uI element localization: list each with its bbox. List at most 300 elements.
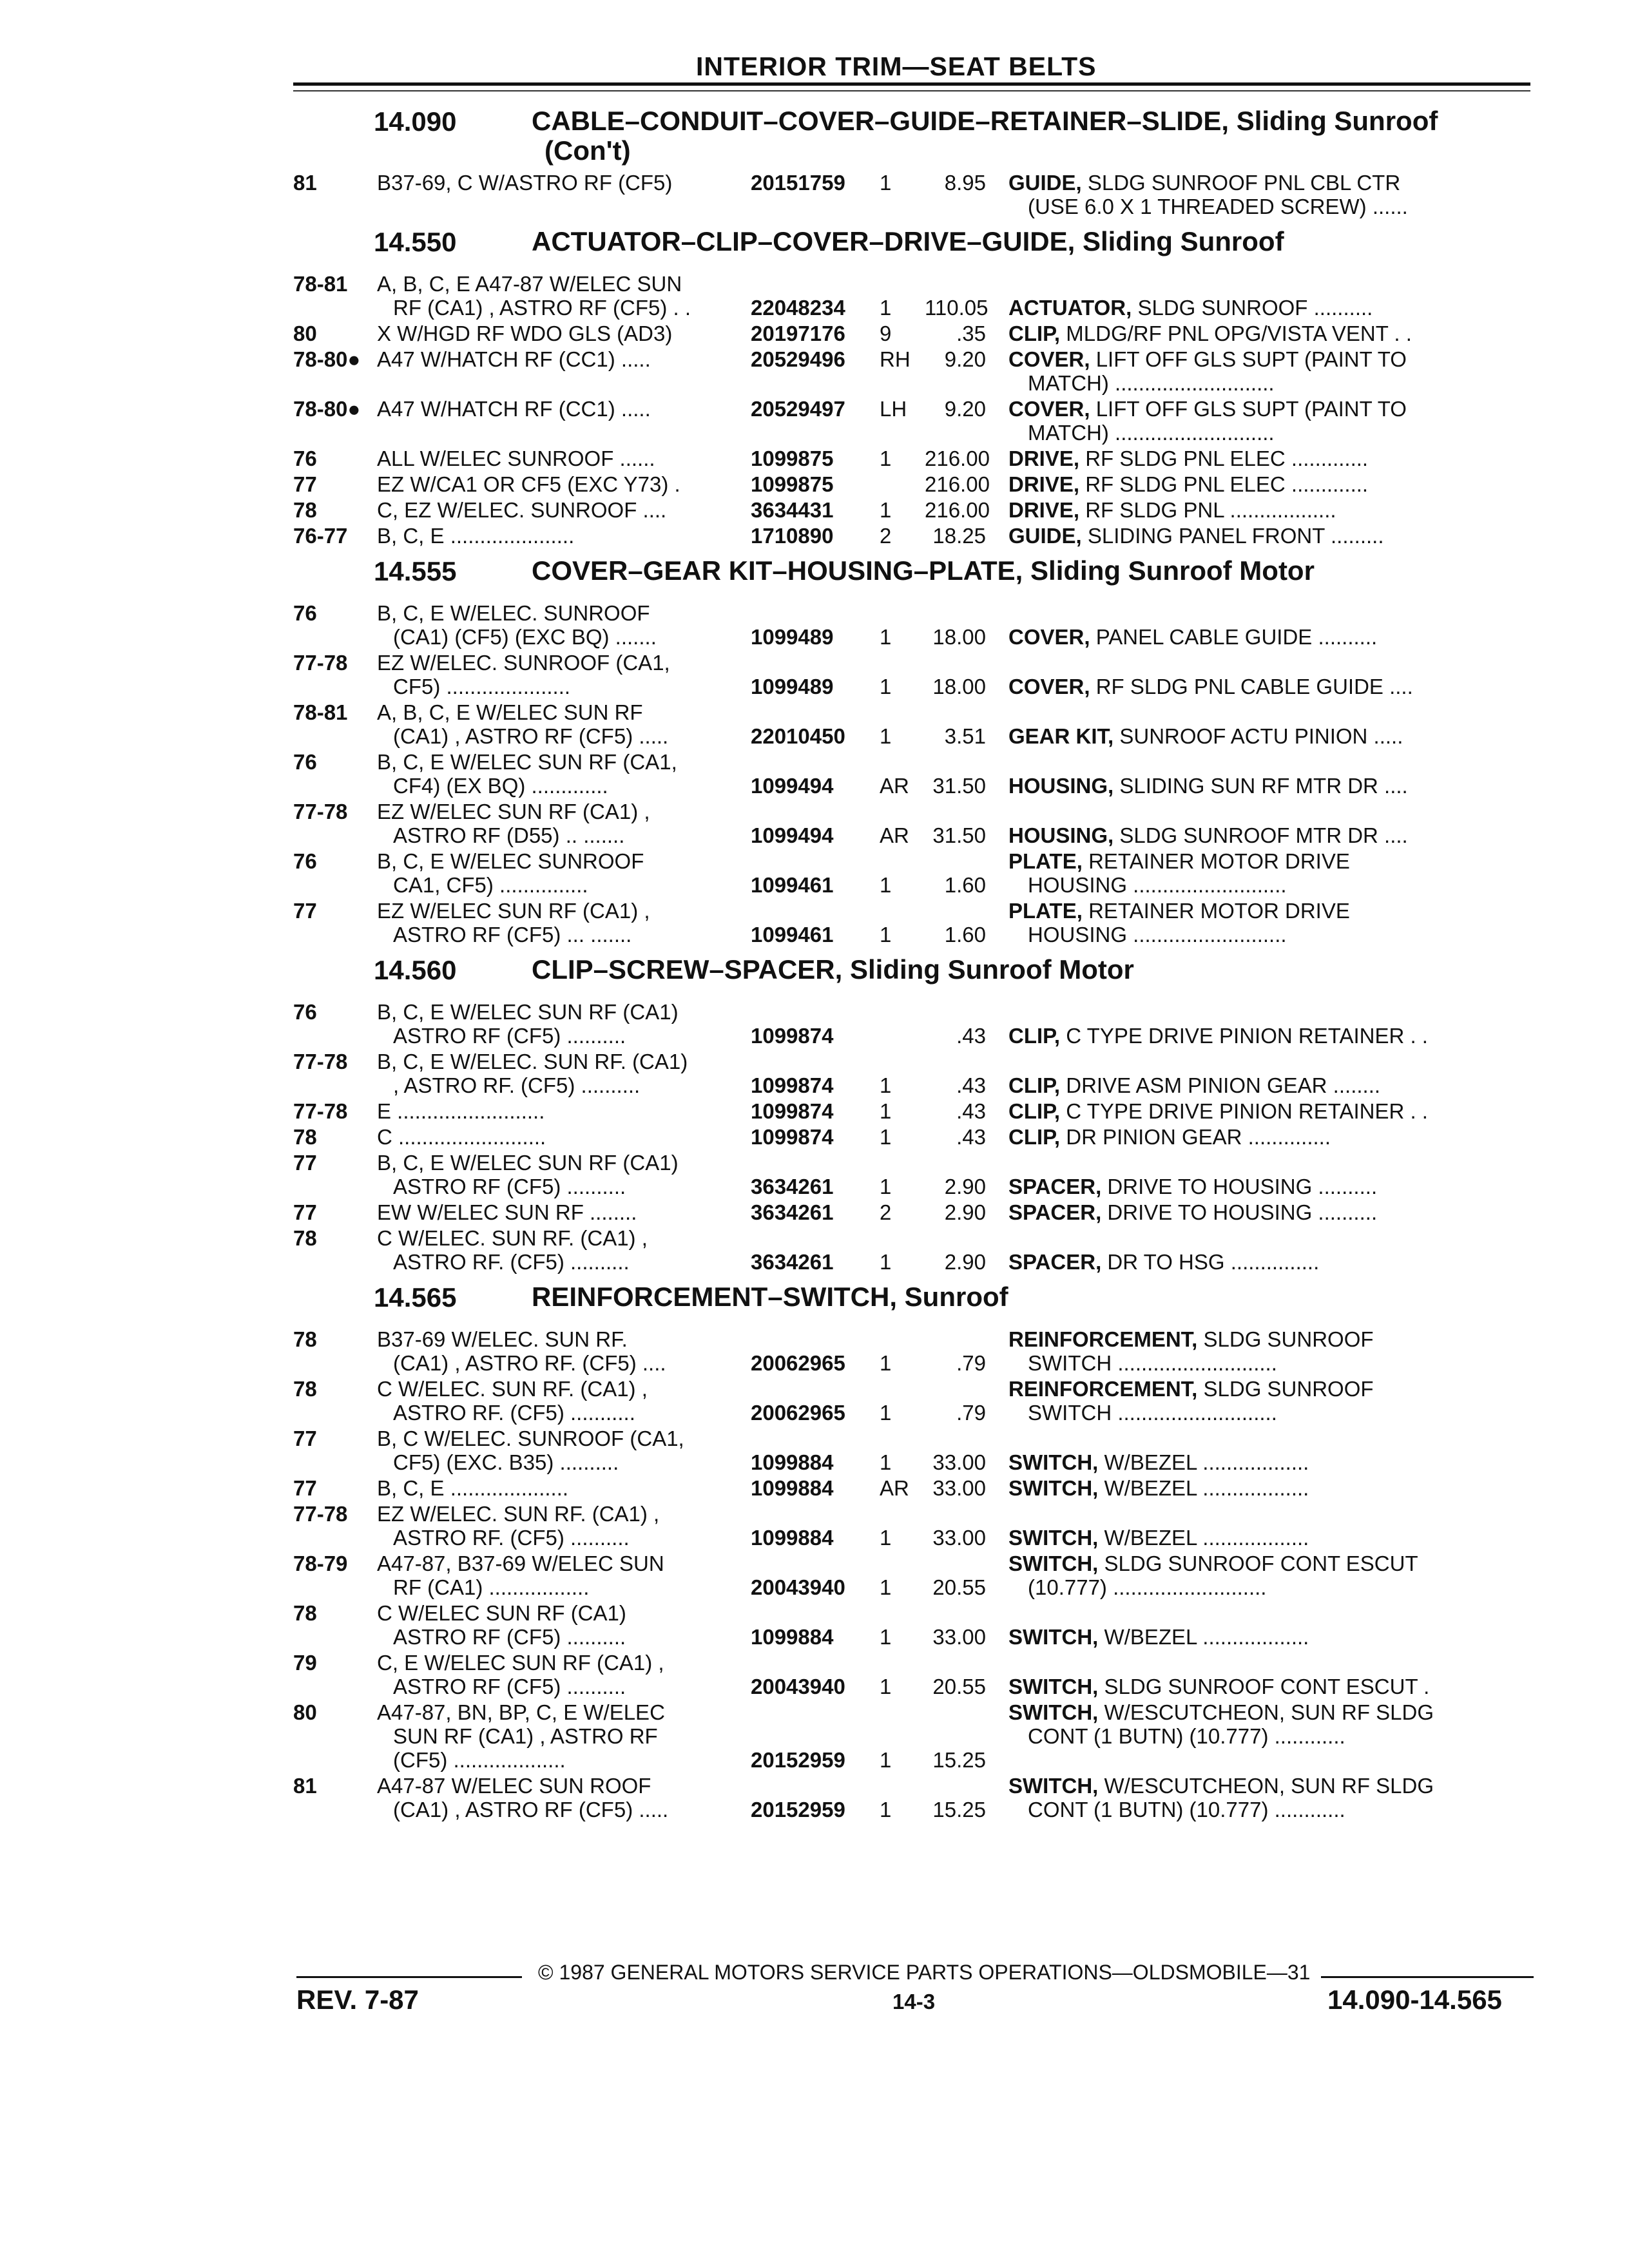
- usage-line: B, C, E .....................: [377, 524, 575, 548]
- part-name: GEAR KIT,: [1008, 724, 1114, 748]
- part-row: [293, 1327, 1530, 1377]
- catalog-section: [293, 550, 1530, 948]
- usage-line: C W/ELEC SUN RF (CA1): [377, 1601, 626, 1625]
- section-number: 14.555: [374, 556, 457, 586]
- part-name: SWITCH,: [1008, 1476, 1099, 1500]
- usage: [377, 524, 751, 548]
- section-heading: [293, 1276, 1530, 1327]
- part-row: [293, 1226, 1530, 1276]
- part-row: [293, 524, 1530, 550]
- usage-line: ASTRO RF (CF5) ..........: [393, 1024, 626, 1048]
- model-year: 77-78: [293, 1099, 348, 1123]
- model-year: 77: [293, 1476, 317, 1500]
- header-rule-thin: [293, 90, 1530, 91]
- part-row: [293, 397, 1530, 447]
- usage-line: ASTRO RF (CF5) ... .......: [393, 923, 632, 947]
- part-name: REINFORCEMENT,: [1008, 1377, 1198, 1401]
- model-year: 79: [293, 1651, 317, 1675]
- price: 15.25: [932, 1798, 986, 1821]
- description-line: [1008, 675, 1629, 698]
- part-row: [293, 750, 1530, 800]
- description-line: [1008, 625, 1629, 649]
- model-year: 78: [293, 1377, 317, 1401]
- usage-line: C W/ELEC. SUN RF. (CA1) ,: [377, 1377, 648, 1401]
- part-row: [293, 171, 1530, 220]
- description: [1008, 322, 1629, 345]
- description-line: [1008, 296, 1629, 320]
- price: 18.25: [932, 524, 986, 548]
- part-row: [293, 1099, 1530, 1125]
- section-continued: (Con't): [545, 135, 631, 166]
- model-year: 80: [293, 1700, 317, 1724]
- description-line: HOUSING ..........................: [1028, 923, 1287, 947]
- usage-line: CA1, CF5) ...............: [393, 873, 588, 897]
- quantity: 1: [880, 1748, 892, 1772]
- description-line: [1008, 322, 1629, 345]
- usage-line: ASTRO RF. (CF5) ..........: [393, 1526, 630, 1550]
- description-line: [1008, 774, 1629, 798]
- usage: [377, 1651, 751, 1698]
- part-name: GUIDE,: [1008, 171, 1082, 195]
- section-name: [532, 106, 1537, 166]
- usage-line: (CA1) , ASTRO RF. (CF5) ....: [393, 1351, 666, 1375]
- part-row: [293, 800, 1530, 849]
- usage-line: CF5) (EXC. B35) ..........: [393, 1450, 619, 1474]
- usage-line: (CF5) ...................: [393, 1748, 566, 1772]
- description-line: [1008, 1250, 1629, 1274]
- usage: [377, 447, 751, 470]
- usage-line: (CA1) , ASTRO RF (CF5) .....: [393, 724, 669, 748]
- description-line: [1008, 1175, 1629, 1198]
- part-name: SWITCH,: [1008, 1774, 1099, 1798]
- model-year: 76-77: [293, 524, 348, 548]
- price: .43: [956, 1125, 986, 1149]
- part-name: SWITCH,: [1008, 1675, 1099, 1698]
- description-line: [1008, 472, 1629, 496]
- price: 18.00: [932, 675, 986, 698]
- quantity: [880, 472, 925, 496]
- part-number: 1099875: [751, 447, 834, 470]
- model-year: 77: [293, 1151, 317, 1175]
- usage: [377, 1050, 751, 1097]
- part-detail: SLIDING PANEL FRONT .........: [1087, 524, 1384, 548]
- price: 2.90: [944, 1175, 986, 1198]
- model-year: 81: [293, 1774, 317, 1798]
- description: [1008, 1175, 1629, 1198]
- part-number: 1099461: [751, 873, 834, 897]
- description: [1008, 823, 1629, 847]
- price: 216.00: [925, 498, 990, 522]
- part-number: 20197176: [751, 322, 845, 345]
- usage-line: B37-69, C W/ASTRO RF (CF5): [377, 171, 673, 195]
- part-number: 1099884: [751, 1625, 834, 1649]
- description-line: [1008, 823, 1629, 847]
- model-year: 78-79: [293, 1552, 348, 1575]
- price: 33.00: [932, 1526, 986, 1550]
- quantity: AR: [880, 1476, 909, 1500]
- description-line: [1008, 899, 1629, 923]
- part-number: 1099884: [751, 1526, 834, 1550]
- price: .43: [956, 1099, 986, 1123]
- price: 33.00: [932, 1476, 986, 1500]
- part-name: COVER,: [1008, 675, 1090, 698]
- usage-line: A47-87, BN, BP, C, E W/ELEC: [377, 1700, 665, 1724]
- footer-section-range: 14.090-14.565: [1327, 1984, 1502, 2015]
- model-year: 78: [293, 1125, 317, 1149]
- part-row: [293, 1651, 1530, 1700]
- part-row: [293, 1151, 1530, 1200]
- part-name: SWITCH,: [1008, 1450, 1099, 1474]
- part-row: [293, 1377, 1530, 1427]
- description: [1008, 296, 1629, 320]
- description-line: [1008, 1200, 1629, 1224]
- quantity: 1: [880, 498, 892, 522]
- quantity: 1: [880, 1575, 892, 1599]
- part-detail: W/BEZEL ..................: [1104, 1450, 1309, 1474]
- part-detail: SLDG SUNROOF: [1203, 1327, 1374, 1351]
- part-row: [293, 700, 1530, 750]
- quantity: 1: [880, 1351, 892, 1375]
- part-row: [293, 1774, 1530, 1823]
- usage: [377, 750, 751, 798]
- usage: [377, 347, 751, 395]
- part-row: [293, 1700, 1530, 1774]
- part-detail: SLIDING SUN RF MTR DR ....: [1119, 774, 1408, 798]
- usage: [377, 800, 751, 847]
- usage: [377, 601, 751, 649]
- part-detail: C TYPE DRIVE PINION RETAINER . .: [1066, 1099, 1428, 1123]
- description-line: [1008, 524, 1629, 548]
- model-year: 76: [293, 849, 317, 873]
- usage-line: B, C, E W/ELEC SUNROOF: [377, 849, 644, 873]
- quantity: 1: [880, 923, 892, 947]
- quantity: 1: [880, 873, 892, 897]
- usage-line: B, C, E W/ELEC SUN RF (CA1): [377, 1000, 679, 1024]
- usage-line: EW W/ELEC SUN RF ........: [377, 1200, 637, 1224]
- header-rule: [293, 82, 1530, 86]
- part-detail: RF SLDG PNL CABLE GUIDE ....: [1095, 675, 1413, 698]
- description-line: [1008, 1476, 1629, 1500]
- model-year: 77-78: [293, 651, 348, 675]
- footer-revision: REV. 7-87: [296, 1984, 419, 2015]
- part-row: [293, 1000, 1530, 1050]
- usage-line: ASTRO RF. (CF5) ..........: [393, 1250, 630, 1274]
- part-name: SWITCH,: [1008, 1526, 1099, 1550]
- part-detail: W/BEZEL ..................: [1104, 1625, 1309, 1649]
- description-line: [1008, 1125, 1629, 1149]
- model-year: 76: [293, 1000, 317, 1024]
- usage-line: ALL W/ELEC SUNROOF ......: [377, 447, 655, 470]
- description-line: MATCH) ...........................: [1028, 421, 1275, 445]
- part-number: 1099874: [751, 1024, 834, 1048]
- part-detail: DR TO HSG ...............: [1107, 1250, 1320, 1274]
- model-year: 78: [293, 498, 317, 522]
- description: [1008, 1675, 1629, 1698]
- usage-line: (CA1) , ASTRO RF (CF5) .....: [393, 1798, 669, 1821]
- part-name: DRIVE,: [1008, 447, 1080, 470]
- description-line: HOUSING ..........................: [1028, 873, 1287, 897]
- part-detail: RF SLDG PNL ELEC .............: [1085, 447, 1369, 470]
- description: [1008, 347, 1629, 395]
- usage: [377, 1476, 751, 1500]
- usage-line: EZ W/CA1 OR CF5 (EXC Y73) .: [377, 472, 680, 496]
- usage-line: B, C, E W/ELEC SUN RF (CA1): [377, 1151, 679, 1175]
- usage: [377, 1774, 751, 1821]
- part-row: [293, 899, 1530, 948]
- quantity: 1: [880, 1125, 892, 1149]
- part-name: SWITCH,: [1008, 1625, 1099, 1649]
- usage-line: SUN RF (CA1) , ASTRO RF: [393, 1724, 658, 1748]
- description: [1008, 1625, 1629, 1649]
- usage: [377, 1377, 751, 1425]
- description-line: [1008, 171, 1629, 195]
- part-name: SWITCH,: [1008, 1700, 1099, 1724]
- usage-line: B, C, E W/ELEC. SUN RF. (CA1): [377, 1050, 688, 1073]
- usage-line: B, C W/ELEC. SUNROOF (CA1,: [377, 1427, 684, 1450]
- price: 216.00: [925, 472, 990, 496]
- usage: [377, 1226, 751, 1274]
- usage: [377, 498, 751, 522]
- part-name: SPACER,: [1008, 1200, 1102, 1224]
- quantity: AR: [880, 774, 909, 798]
- usage-line: A47-87, B37-69 W/ELEC SUN: [377, 1552, 664, 1575]
- part-number: 20062965: [751, 1351, 845, 1375]
- description-line: [1008, 498, 1629, 522]
- description: [1008, 1200, 1629, 1224]
- quantity: 1: [880, 1450, 892, 1474]
- description: [1008, 724, 1629, 748]
- part-number: 20152959: [751, 1798, 845, 1821]
- quantity: 1: [880, 1675, 892, 1698]
- description: [1008, 472, 1629, 496]
- part-name: SWITCH,: [1008, 1552, 1099, 1575]
- usage-line: ASTRO RF (CF5) ..........: [393, 1625, 626, 1649]
- description: [1008, 1024, 1629, 1048]
- model-year: 77: [293, 472, 317, 496]
- model-year: 78: [293, 1327, 317, 1351]
- description-line: CONT (1 BUTN) (10.777) ............: [1028, 1798, 1345, 1821]
- section-number: 14.550: [374, 227, 457, 257]
- catalog-section: [293, 100, 1530, 220]
- description: [1008, 498, 1629, 522]
- usage: [377, 1099, 751, 1123]
- usage: [377, 1000, 751, 1048]
- part-detail: W/ESCUTCHEON, SUN RF SLDG: [1104, 1700, 1434, 1724]
- description-line: [1008, 1774, 1629, 1798]
- description: [1008, 1552, 1629, 1599]
- footer-rule-right: [1321, 1976, 1534, 1978]
- part-number: 20152959: [751, 1748, 845, 1772]
- quantity: 1: [880, 1401, 892, 1425]
- usage: [377, 899, 751, 947]
- model-year: 77-78: [293, 1050, 348, 1073]
- description-line: [1008, 1450, 1629, 1474]
- usage: [377, 1151, 751, 1198]
- section-name: [532, 227, 1537, 256]
- usage: [377, 472, 751, 496]
- page-title: INTERIOR TRIM—SEAT BELTS: [696, 52, 1097, 81]
- quantity: LH: [880, 397, 907, 421]
- part-number: 1099489: [751, 625, 834, 649]
- part-number: 22010450: [751, 724, 845, 748]
- usage-line: C, E W/ELEC SUN RF (CA1) ,: [377, 1651, 664, 1675]
- quantity: 1: [880, 1250, 892, 1274]
- quantity: 1: [880, 1798, 892, 1821]
- part-number: 22048234: [751, 296, 845, 320]
- part-number: 1099884: [751, 1476, 834, 1500]
- quantity: 1: [880, 1175, 892, 1198]
- description-line: [1008, 1377, 1629, 1401]
- usage-line: A47 W/HATCH RF (CC1) .....: [377, 347, 651, 371]
- description-line: [1008, 347, 1629, 371]
- part-name: CLIP,: [1008, 1073, 1061, 1097]
- part-detail: LIFT OFF GLS SUPT (PAINT TO: [1095, 397, 1407, 421]
- usage-line: CF5) .....................: [393, 675, 571, 698]
- footer-page-number: 14-3: [892, 1990, 936, 2013]
- usage: [377, 651, 751, 698]
- part-name: CLIP,: [1008, 1099, 1061, 1123]
- part-row: [293, 651, 1530, 700]
- usage-line: B, C, E W/ELEC. SUNROOF: [377, 601, 650, 625]
- part-name: SPACER,: [1008, 1250, 1102, 1274]
- usage-line: A, B, C, E A47-87 W/ELEC SUN: [377, 272, 682, 296]
- part-row: [293, 1476, 1530, 1502]
- part-detail: SLDG SUNROOF CONT ESCUT: [1104, 1552, 1418, 1575]
- model-year: 81: [293, 171, 317, 195]
- price: 3.51: [944, 724, 986, 748]
- price: 9.20: [944, 347, 986, 371]
- usage: [377, 322, 751, 345]
- description: [1008, 899, 1629, 947]
- part-detail: PANEL CABLE GUIDE ..........: [1095, 625, 1378, 649]
- usage: [377, 1700, 751, 1772]
- description: [1008, 1774, 1629, 1821]
- price: 1.60: [944, 873, 986, 897]
- part-name: COVER,: [1008, 625, 1090, 649]
- description-line: [1008, 1526, 1629, 1550]
- part-number: 1099461: [751, 923, 834, 947]
- section-heading: [293, 220, 1530, 272]
- usage-line: RF (CA1) .................: [393, 1575, 590, 1599]
- part-detail: MLDG/RF PNL OPG/VISTA VENT . .: [1066, 322, 1412, 345]
- part-row: [293, 1502, 1530, 1552]
- section-title: REINFORCEMENT–SWITCH,: [532, 1282, 897, 1312]
- part-number: 3634261: [751, 1175, 834, 1198]
- part-number: 20043940: [751, 1675, 845, 1698]
- model-year: 77-78: [293, 800, 348, 823]
- part-name: SPACER,: [1008, 1175, 1102, 1198]
- description: [1008, 1476, 1629, 1500]
- description-line: [1008, 447, 1629, 470]
- description: [1008, 1125, 1629, 1149]
- quantity: 2: [880, 524, 892, 548]
- section-heading: [293, 550, 1530, 601]
- usage: [377, 397, 751, 445]
- part-number: 20043940: [751, 1575, 845, 1599]
- part-row: [293, 1427, 1530, 1476]
- usage-line: EZ W/ELEC. SUN RF. (CA1) ,: [377, 1502, 660, 1526]
- price: 2.90: [944, 1200, 986, 1224]
- price: 110.05: [925, 296, 988, 320]
- section-name: [532, 556, 1537, 586]
- part-number: 3634261: [751, 1200, 834, 1224]
- part-number: 1099494: [751, 823, 834, 847]
- description-line: [1008, 1625, 1629, 1649]
- description: [1008, 1099, 1629, 1123]
- section-subtitle: Sliding Sunroof Motor: [849, 954, 1134, 985]
- section-heading: [293, 948, 1530, 1000]
- quantity: 1: [880, 1625, 892, 1649]
- usage-line: B, C, E W/ELEC SUN RF (CA1,: [377, 750, 677, 774]
- section-subtitle: Sunroof: [904, 1282, 1008, 1312]
- description: [1008, 397, 1629, 445]
- description: [1008, 1250, 1629, 1274]
- model-year: 77: [293, 1200, 317, 1224]
- part-name: HOUSING,: [1008, 774, 1114, 798]
- usage-line: CF4) (EX BQ) .............: [393, 774, 608, 798]
- usage-line: A47-87 W/ELEC SUN ROOF: [377, 1774, 651, 1798]
- model-year: 77: [293, 899, 317, 923]
- usage: [377, 171, 751, 218]
- usage: [377, 1427, 751, 1474]
- part-detail: W/ESCUTCHEON, SUN RF SLDG: [1104, 1774, 1434, 1798]
- part-name: DRIVE,: [1008, 498, 1080, 522]
- model-year: 76: [293, 601, 317, 625]
- part-row: [293, 322, 1530, 347]
- part-name: COVER,: [1008, 347, 1090, 371]
- part-detail: W/BEZEL ..................: [1104, 1476, 1309, 1500]
- price: 18.00: [932, 625, 986, 649]
- part-row: [293, 849, 1530, 899]
- footer-copyright: © 1987 GENERAL MOTORS SERVICE PARTS OPERATIONS—OLDSMOBILE—31: [538, 1961, 1311, 1984]
- price: .43: [956, 1024, 986, 1048]
- part-name: HOUSING,: [1008, 823, 1114, 847]
- description-line: [1008, 1700, 1629, 1724]
- usage-line: ASTRO RF (CF5) ..........: [393, 1675, 626, 1698]
- part-row: [293, 272, 1530, 322]
- usage-line: E .........................: [377, 1099, 545, 1123]
- part-number: 20062965: [751, 1401, 845, 1425]
- description: [1008, 675, 1629, 698]
- part-row: [293, 472, 1530, 498]
- part-detail: DRIVE TO HOUSING ..........: [1107, 1200, 1378, 1224]
- section-subtitle: Sliding Sunroof: [1236, 106, 1438, 136]
- price: 33.00: [932, 1625, 986, 1649]
- part-detail: LIFT OFF GLS SUPT (PAINT TO: [1095, 347, 1407, 371]
- usage: [377, 1552, 751, 1599]
- part-detail: SUNROOF ACTU PINION .....: [1119, 724, 1403, 748]
- part-row: [293, 1125, 1530, 1151]
- quantity: RH: [880, 347, 911, 371]
- description: [1008, 1327, 1629, 1375]
- model-year: 78-81: [293, 700, 348, 724]
- usage-line: X W/HGD RF WDO GLS (AD3): [377, 322, 673, 345]
- part-number: 20529497: [751, 397, 845, 421]
- part-detail: C TYPE DRIVE PINION RETAINER . .: [1066, 1024, 1428, 1048]
- part-detail: SLDG SUNROOF CONT ESCUT .: [1104, 1675, 1430, 1698]
- quantity: 1: [880, 724, 892, 748]
- part-name: CLIP,: [1008, 1024, 1061, 1048]
- quantity: 1: [880, 447, 892, 470]
- description: [1008, 524, 1629, 548]
- section-number: 14.565: [374, 1282, 457, 1312]
- quantity: 1: [880, 171, 892, 195]
- quantity: 1: [880, 625, 892, 649]
- usage: [377, 272, 751, 320]
- description-line: [1008, 1552, 1629, 1575]
- usage-line: B37-69 W/ELEC. SUN RF.: [377, 1327, 628, 1351]
- part-name: COVER,: [1008, 397, 1090, 421]
